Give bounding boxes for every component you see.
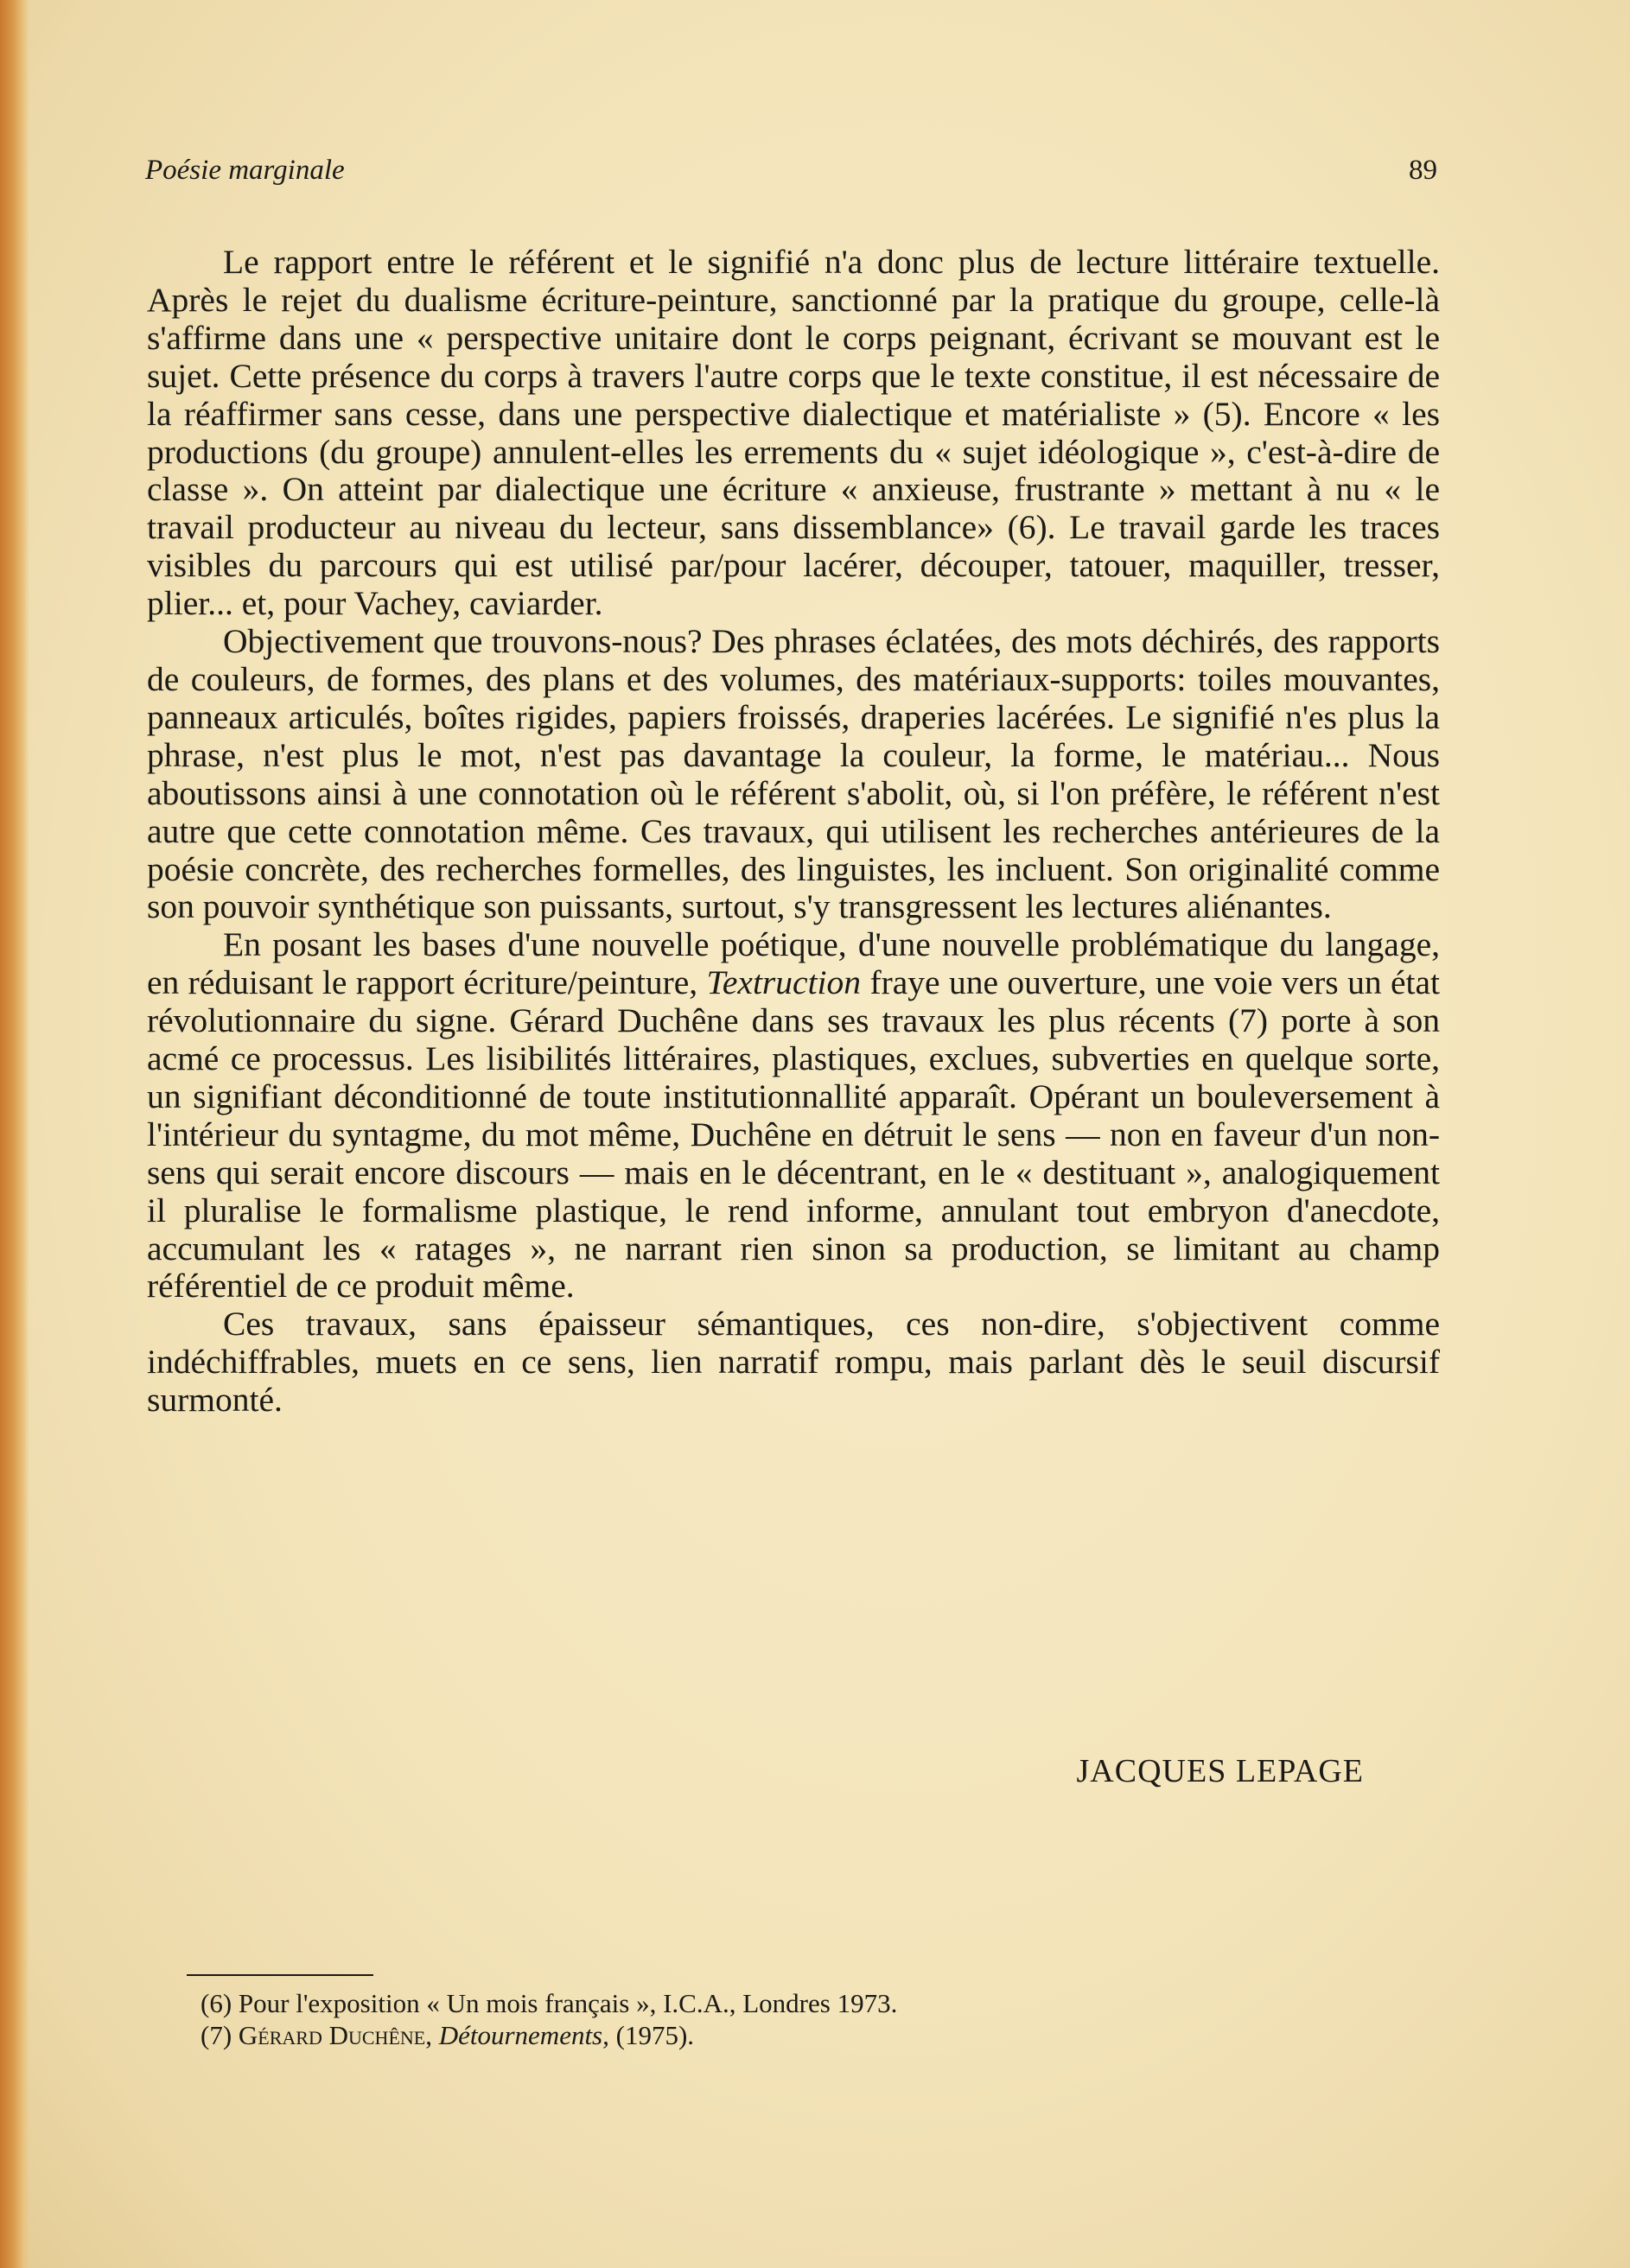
paragraph-2: Objectivement que trouvons-nous? Des phrases éclatées, des mots déchirés, des rapports de couleurs, de formes, des plans et des volumes, des matériaux-supports: toiles mouvantes, panneaux articulés, boîtes rigides, papiers froissés, draperies lacérées. Le signifié n'es plus la phrase, n'est plus le mot, n'est pas davantage la couleur, la forme, le matériau... Nous aboutissons ainsi à une connotation où le référent s'abolit, où, si l'on préfère, le référent n'est autre que cette connotation même. Ces travaux, qui utilisent les recherches antérieures de la poésie concrète, des recherches formelles, des linguistes, les incluent. Son originalité comme son pouvoir synthétique son puissants, surtout, s'y transgressent les lectures aliénantes.: [147, 622, 1440, 926]
work-title-textruction: Textruction: [706, 963, 862, 1002]
section-title: Poésie marginale: [145, 155, 345, 186]
paragraph-3-end: fraye une ouverture, une voie vers un état révolutionnaire du signe. Gérard Duchêne dans ses travaux les plus récents (7) porte à son acmé ce processus. Les lisibilités littéraires, plastiques, exclues, subverties en quelque sorte, un signifiant déconditionné de toute institutionnallité apparaît. Opérant un bouleversement à l'intérieur du syntagme, du mot même, Duchêne en détruit le sens — non en faveur d'un non-sens qui serait encore discours — mais en le décentrant, en le « destituant », analogiquement il pluralise le formalisme plastique, le rend informe, annulant tout embryon d'anecdote, accumulant les « ratages », ne narrant rien sinon sa production, se limitant au champ référentiel de ce produit même.: [147, 963, 1441, 1306]
footnote-7-title: Détournements,: [438, 2020, 609, 2050]
paragraph-4: Ces travaux, sans épaisseur sémantiques, ces non-dire, s'objectivent comme indéchiffrables, muets en ce sens, lien narratif rompu, mais parlant dès le seuil discursif surmonté.: [147, 1305, 1440, 1420]
page-edge-shadow: [0, 0, 29, 2268]
footnote-7-number: (7): [201, 2020, 232, 2050]
footnotes: [201, 1987, 1324, 2051]
paragraph-1: Le rapport entre le référent et le signifié n'a donc plus de lecture littéraire textuelle. Après le rejet du dualisme écriture-peinture, sanctionné par la pratique du groupe, celle-là s'affirme dans une « perspective unitaire dont le corps peignant, écrivant se mouvant est le sujet. Cette présence du corps à travers l'autre corps que le texte constitue, il est nécessaire de la réaffirmer sans cesse, dans une perspective dialectique et matérialiste » (5). Encore « les productions (du groupe) annulent-elles les errements du « sujet idéologique », c'est-à-dire de classe ». On atteint par dialectique une écriture « anxieuse, frustrante » mettant à nu « le travail producteur au niveau du lecteur, sans dissemblance» (6). Le travail garde les traces visibles du parcours qui est utilisé par/pour lacérer, découper, tatouer, maquiller, tresser, plier... et, pour Vachey, caviarder.: [147, 243, 1440, 623]
footnote-7: [201, 2019, 1324, 2051]
paragraph-3: [147, 926, 1440, 1306]
running-head: [145, 149, 1437, 192]
author-signature: JACQUES LEPAGE: [1076, 1753, 1364, 1789]
footnote-6: (6) Pour l'exposition « Un mois français », I.C.A., Londres 1973.: [201, 1988, 898, 2018]
footnote-rule: [187, 1974, 373, 1976]
page-number: 89: [1409, 155, 1437, 186]
paragraph-3-start: En posant les bases d'une nouvelle poétique, d'une nouvelle problématique du langage, en réduisant le rapport écriture/peinture,: [147, 925, 1440, 1002]
footnote-7-year: (1975).: [615, 2020, 695, 2050]
footnote-7-author: Gérard Duchêne,: [238, 2020, 432, 2050]
body-text: [147, 244, 1440, 1420]
